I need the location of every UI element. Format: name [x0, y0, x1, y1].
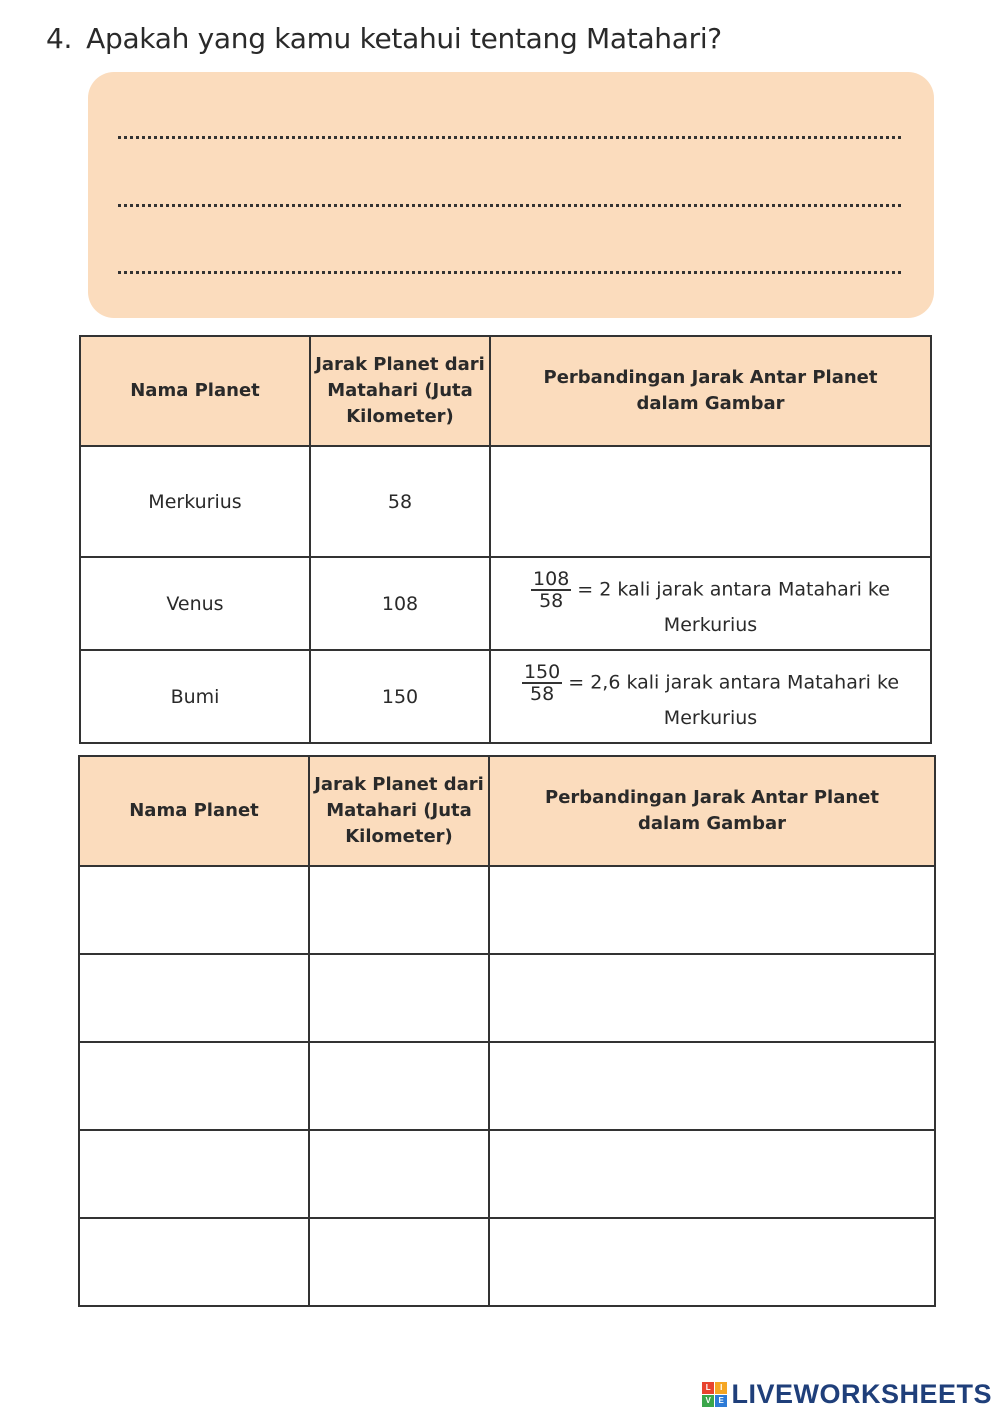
liveworksheets-logo — [702, 1379, 992, 1409]
fraction — [522, 662, 562, 704]
fraction-numerator: 150 — [523, 660, 561, 683]
table-row — [80, 557, 931, 650]
fraction-denominator: 58 — [530, 682, 555, 705]
logo-mark-letter: V — [702, 1395, 714, 1407]
answer-cell-comparison[interactable] — [489, 1042, 935, 1130]
table-row — [79, 1130, 935, 1218]
table-row — [79, 954, 935, 1042]
answer-cell-comparison[interactable] — [489, 866, 935, 954]
liveworksheets-logo-text: LIVEWORKSHEETS — [731, 1378, 992, 1409]
answer-cell-planet[interactable] — [79, 1130, 309, 1218]
answer-cell-distance[interactable] — [309, 1218, 489, 1306]
planet-comparison — [490, 446, 931, 557]
answer-cell-planet[interactable] — [79, 1218, 309, 1306]
header-planet-name: Nama Planet — [79, 756, 309, 866]
answer-cell-distance[interactable] — [309, 1130, 489, 1218]
fraction-numerator: 108 — [533, 567, 570, 590]
answer-line-3[interactable] — [118, 271, 901, 274]
liveworksheets-logo-icon — [702, 1382, 727, 1407]
answer-box — [88, 72, 934, 318]
answer-cell-distance[interactable] — [309, 954, 489, 1042]
planet-comparison — [490, 650, 931, 743]
answer-cell-planet[interactable] — [79, 866, 309, 954]
question-number: 4. — [46, 22, 73, 55]
fraction — [531, 569, 571, 611]
logo-mark-letter: I — [715, 1382, 727, 1394]
answer-planet-table — [78, 755, 936, 1307]
planet-name: Merkurius — [80, 446, 310, 557]
answer-line-1[interactable] — [118, 136, 901, 139]
planet-name: Venus — [80, 557, 310, 650]
planet-distance: 108 — [310, 557, 490, 650]
header-comparison: Perbandingan Jarak Antar Planet dalam Gambar — [489, 756, 935, 866]
answer-cell-distance[interactable] — [309, 1042, 489, 1130]
comparison-text: = 2 kali jarak antara Matahari ke — [577, 578, 890, 600]
header-distance: Jarak Planet dari Matahari (Juta Kilometer) — [309, 756, 489, 866]
table-row — [79, 866, 935, 954]
logo-mark-letter: L — [702, 1382, 714, 1394]
comparison-text: = 2,6 kali jarak antara Matahari ke — [568, 671, 900, 693]
answer-cell-planet[interactable] — [79, 954, 309, 1042]
header-planet-name: Nama Planet — [80, 336, 310, 446]
answer-line-2[interactable] — [118, 204, 901, 207]
logo-mark-letter: E — [715, 1395, 727, 1407]
answer-cell-comparison[interactable] — [489, 954, 935, 1042]
comparison-text-2: Merkurius — [663, 613, 758, 636]
header-distance: Jarak Planet dari Matahari (Juta Kilometer) — [310, 336, 490, 446]
answer-cell-distance[interactable] — [309, 866, 489, 954]
comparison-text-2: Merkurius — [663, 706, 758, 729]
answer-cell-comparison[interactable] — [489, 1130, 935, 1218]
table-row — [80, 650, 931, 743]
fraction-denominator: 58 — [539, 589, 564, 612]
question-text: Apakah yang kamu ketahui tentang Matahari? — [86, 22, 722, 55]
planet-name: Bumi — [80, 650, 310, 743]
planet-distance: 58 — [310, 446, 490, 557]
table-row — [79, 1042, 935, 1130]
example-planet-table — [79, 335, 932, 744]
planet-comparison — [490, 557, 931, 650]
planet-distance: 150 — [310, 650, 490, 743]
table-row — [80, 446, 931, 557]
answer-cell-comparison[interactable] — [489, 1218, 935, 1306]
question-title — [46, 22, 722, 55]
table-row — [79, 1218, 935, 1306]
answer-cell-planet[interactable] — [79, 1042, 309, 1130]
header-comparison: Perbandingan Jarak Antar Planet dalam Gambar — [490, 336, 931, 446]
